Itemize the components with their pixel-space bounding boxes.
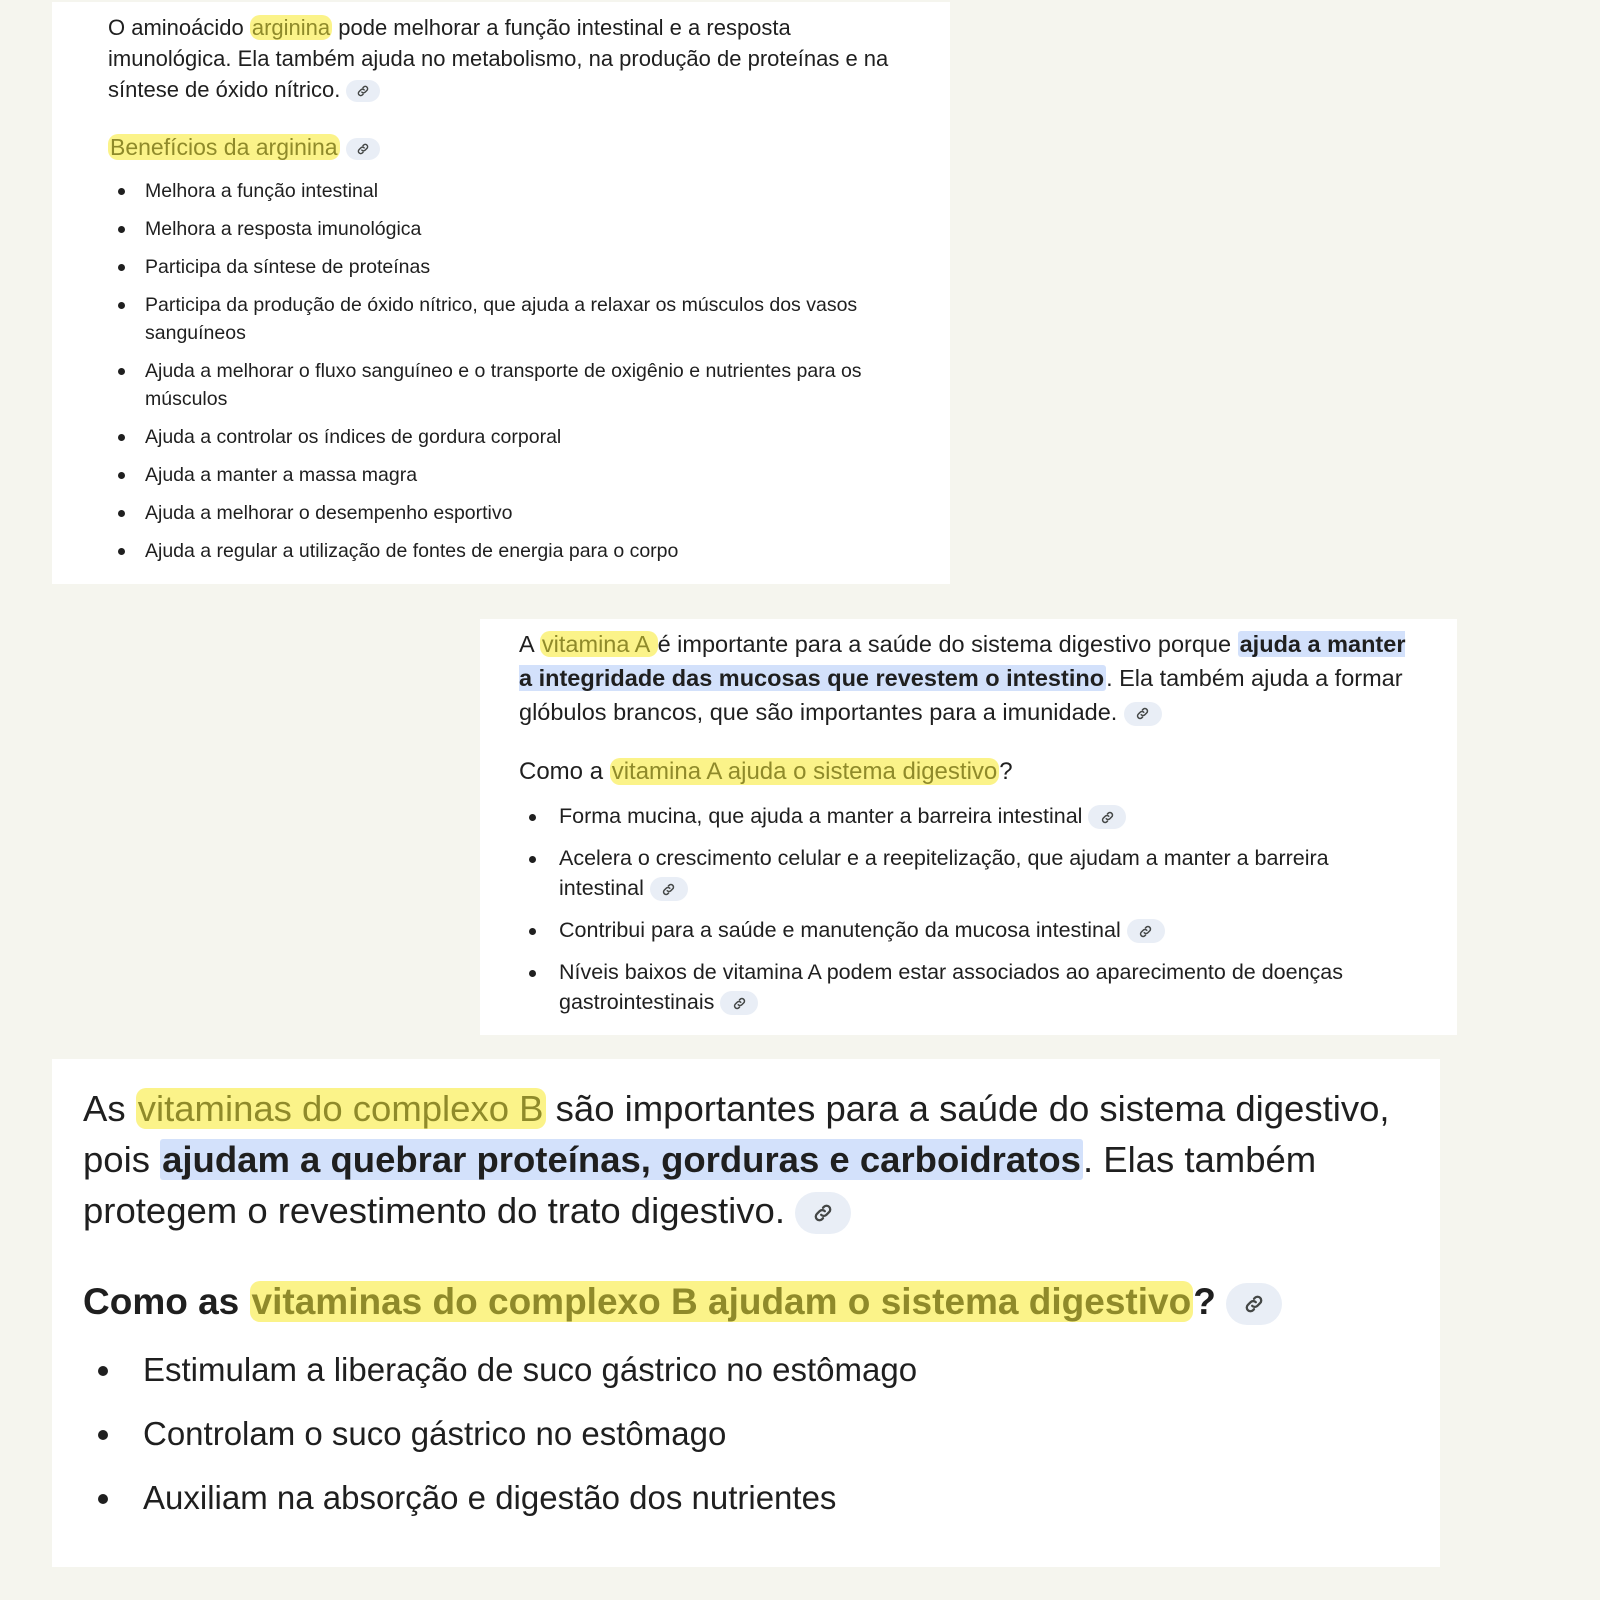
link-icon: [1135, 706, 1150, 721]
list-item-text: Acelera o crescimento celular e a reepitelização, que ajudam a manter a barreira intestinal: [559, 846, 1329, 900]
arginina-heading: [108, 131, 920, 163]
arginina-intro: [108, 12, 920, 105]
intro-text: são importantes para a saúde do sistema digestivo, pois: [83, 1088, 1390, 1180]
link-icon: [1138, 924, 1153, 939]
intro-text: é importante para a saúde do sistema digestivo porque: [657, 631, 1238, 657]
list-item: Participa da produção de óxido nítrico, que ajuda a relaxar os músculos dos vasos sanguíneos: [108, 291, 920, 347]
list-item: Estimulam a liberação de suco gástrico no estômago: [83, 1348, 1400, 1392]
link-icon: [1243, 1293, 1265, 1315]
source-link-button[interactable]: [346, 80, 380, 102]
source-link-button[interactable]: [1088, 805, 1126, 829]
source-link-button[interactable]: [720, 991, 758, 1015]
list-item: Melhora a resposta imunológica: [108, 215, 920, 243]
intro-text: pode melhorar a função intestinal e a resposta imunológica. Ela também ajuda no metabolismo, na produção de proteínas e na síntese de óxido nítrico.: [108, 15, 889, 102]
highlight-key-phrase: ajudam a quebrar proteínas, gorduras e carboidratos: [162, 1139, 1081, 1180]
list-item: Auxiliam na absorção e digestão dos nutrientes: [83, 1476, 1400, 1520]
link-icon: [732, 996, 747, 1011]
source-link-button[interactable]: [650, 877, 688, 901]
heading-highlight: vitaminas do complexo B ajudam o sistema digestivo: [251, 1281, 1192, 1322]
list-item: [519, 915, 1417, 945]
source-link-button[interactable]: [1124, 702, 1162, 726]
arginina-benefits-list: [108, 177, 920, 565]
list-item: Participa da síntese de proteínas: [108, 253, 920, 281]
vitamina-a-panel: [480, 619, 1457, 1035]
heading-text: Como as: [83, 1281, 250, 1322]
highlight-complexo-b: vitaminas do complexo B: [137, 1088, 544, 1129]
source-link-button[interactable]: [1226, 1283, 1282, 1325]
intro-text: . Ela também ajuda a formar glóbulos brancos, que são importantes para a imunidade.: [519, 665, 1403, 725]
vitamina-a-heading: [519, 755, 1417, 789]
complexo-b-list: [83, 1348, 1400, 1520]
list-item-text: Forma mucina, que ajuda a manter a barreira intestinal: [559, 804, 1083, 828]
list-item: [519, 957, 1417, 1017]
link-icon: [1100, 810, 1115, 825]
list-item: Melhora a função intestinal: [108, 177, 920, 205]
heading-text: Como a: [519, 758, 610, 785]
list-item: Ajuda a controlar os índices de gordura corporal: [108, 423, 920, 451]
list-item: [519, 801, 1417, 831]
highlight-key-phrase: ajuda a manter a integridade das mucosas que revestem o intestino: [519, 631, 1406, 691]
arginina-panel: [52, 2, 950, 584]
highlight-vitamina-a: vitamina A: [541, 631, 656, 657]
heading-highlight: Benefícios da arginina: [110, 134, 338, 160]
link-icon: [356, 142, 370, 156]
source-link-button[interactable]: [346, 138, 380, 160]
list-item: Controlam o suco gástrico no estômago: [83, 1412, 1400, 1456]
vitamina-a-list: [519, 801, 1417, 1017]
list-item: [519, 843, 1417, 903]
link-icon: [356, 84, 370, 98]
highlight-arginina: arginina: [251, 15, 331, 40]
list-item-text: Níveis baixos de vitamina A podem estar associados ao aparecimento de doenças gastrointestinais: [559, 960, 1344, 1014]
list-item-text: Contribui para a saúde e manutenção da mucosa intestinal: [559, 918, 1121, 942]
link-icon: [661, 882, 676, 897]
list-item: Ajuda a manter a massa magra: [108, 461, 920, 489]
link-icon: [812, 1202, 834, 1224]
intro-text: A: [519, 631, 540, 657]
vitamina-a-intro: [519, 627, 1417, 729]
list-item: Ajuda a melhorar o fluxo sanguíneo e o transporte de oxigênio e nutrientes para os músculos: [108, 357, 920, 413]
intro-text: As: [83, 1088, 136, 1129]
list-item: Ajuda a melhorar o desempenho esportivo: [108, 499, 920, 527]
heading-text: ?: [1193, 1281, 1216, 1322]
intro-text: . Elas também protegem o revestimento do trato digestivo.: [83, 1139, 1317, 1231]
source-link-button[interactable]: [795, 1192, 851, 1234]
list-item: Ajuda a regular a utilização de fontes de energia para o corpo: [108, 537, 920, 565]
heading-highlight: vitamina A ajuda o sistema digestivo: [611, 758, 998, 785]
intro-text: O aminoácido: [108, 15, 250, 40]
source-link-button[interactable]: [1127, 919, 1165, 943]
complexo-b-heading: [83, 1276, 1400, 1328]
complexo-b-panel: [52, 1059, 1440, 1567]
complexo-b-intro: [83, 1083, 1400, 1236]
heading-text: ?: [999, 758, 1013, 785]
